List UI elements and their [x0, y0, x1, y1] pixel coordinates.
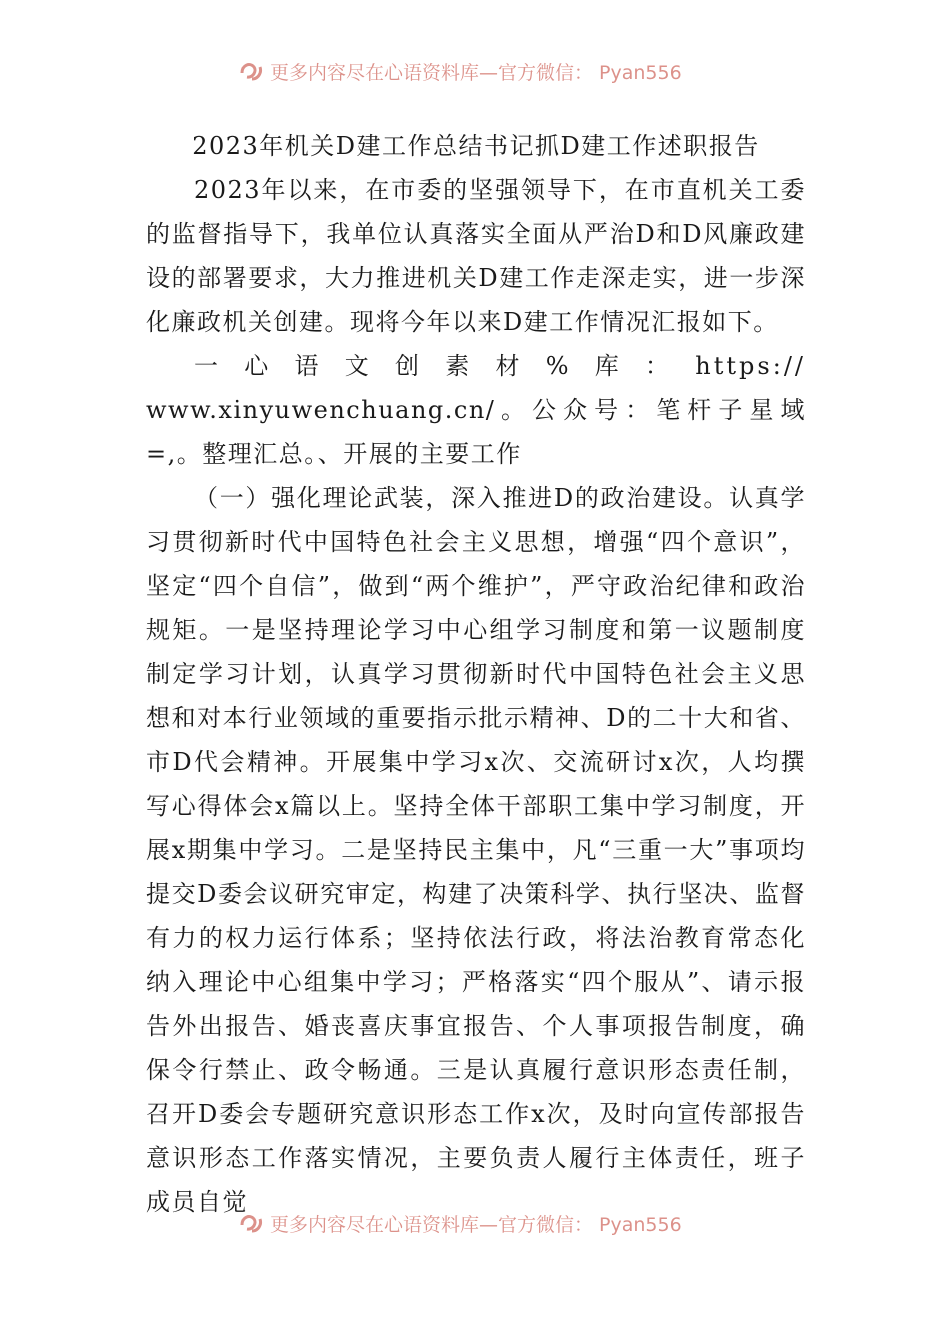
watermark-banner-bottom [238, 1208, 728, 1238]
watermark-text: 更多内容尽在心语资料库—官方微信： Pyan556 [270, 1213, 682, 1236]
watermark-banner-top [238, 56, 728, 86]
source-line-continued: www.xinyuwenchuang.cn/。公众号：笔杆子星域=,。整理汇总。、开展的主要工作 [146, 396, 806, 468]
document-body [146, 124, 806, 1224]
brand-logo-icon [238, 1211, 264, 1235]
brand-logo-icon [238, 59, 264, 83]
document-title: 2023年机关D建工作总结书记抓D建工作述职报告 [192, 132, 760, 160]
watermark-text: 更多内容尽在心语资料库—官方微信： Pyan556 [270, 61, 682, 84]
section-one-paragraph: （一）强化理论武装，深入推进D的政治建设。认真学习贯彻新时代中国特色社会主义思想，增强“四个意识”，坚定“四个自信”，做到“两个维护”，严守政治纪律和政治规矩。一是坚持理论学习中心组学习制度和第一议题制度制定学习计划，认真学习贯彻新时代中国特色社会主义思想和对本行业领域的重要指示批示精神、D的二十大和省、市D代会精神。开展集中学习x次、交流研讨x次，人均撰写心得体会x篇以上。坚持全体干部职工集中学习制度，开展x期集中学习。二是坚持民主集中，凡“三重一大”事项均提交D委会议研究审定，构建了决策科学、执行坚决、监督有力的权力运行体系；坚持依法行政，将法治教育常态化纳入理论中心组集中学习；严格落实“四个服从”、请示报告外出报告、婚丧喜庆事宜报告、个人事项报告制度，确保令行禁止、政令畅通。三是认真履行意识形态责任制，召开D委会专题研究意识形态工作x次，及时向宣传部报告意识形态工作落实情况，主要负责人履行主体责任，班子成员自觉 [146, 484, 806, 1216]
intro-paragraph: 2023年以来，在市委的坚强领导下，在市直机关工委的监督指导下，我单位认真落实全面从严治D和D风廉政建设的部署要求，大力推进机关D建工作走深走实，进一步深化廉政机关创建。现将今年以来D建工作情况汇报如下。 [146, 176, 806, 336]
source-line: 一心语文创素材%库：https:// [194, 352, 806, 380]
